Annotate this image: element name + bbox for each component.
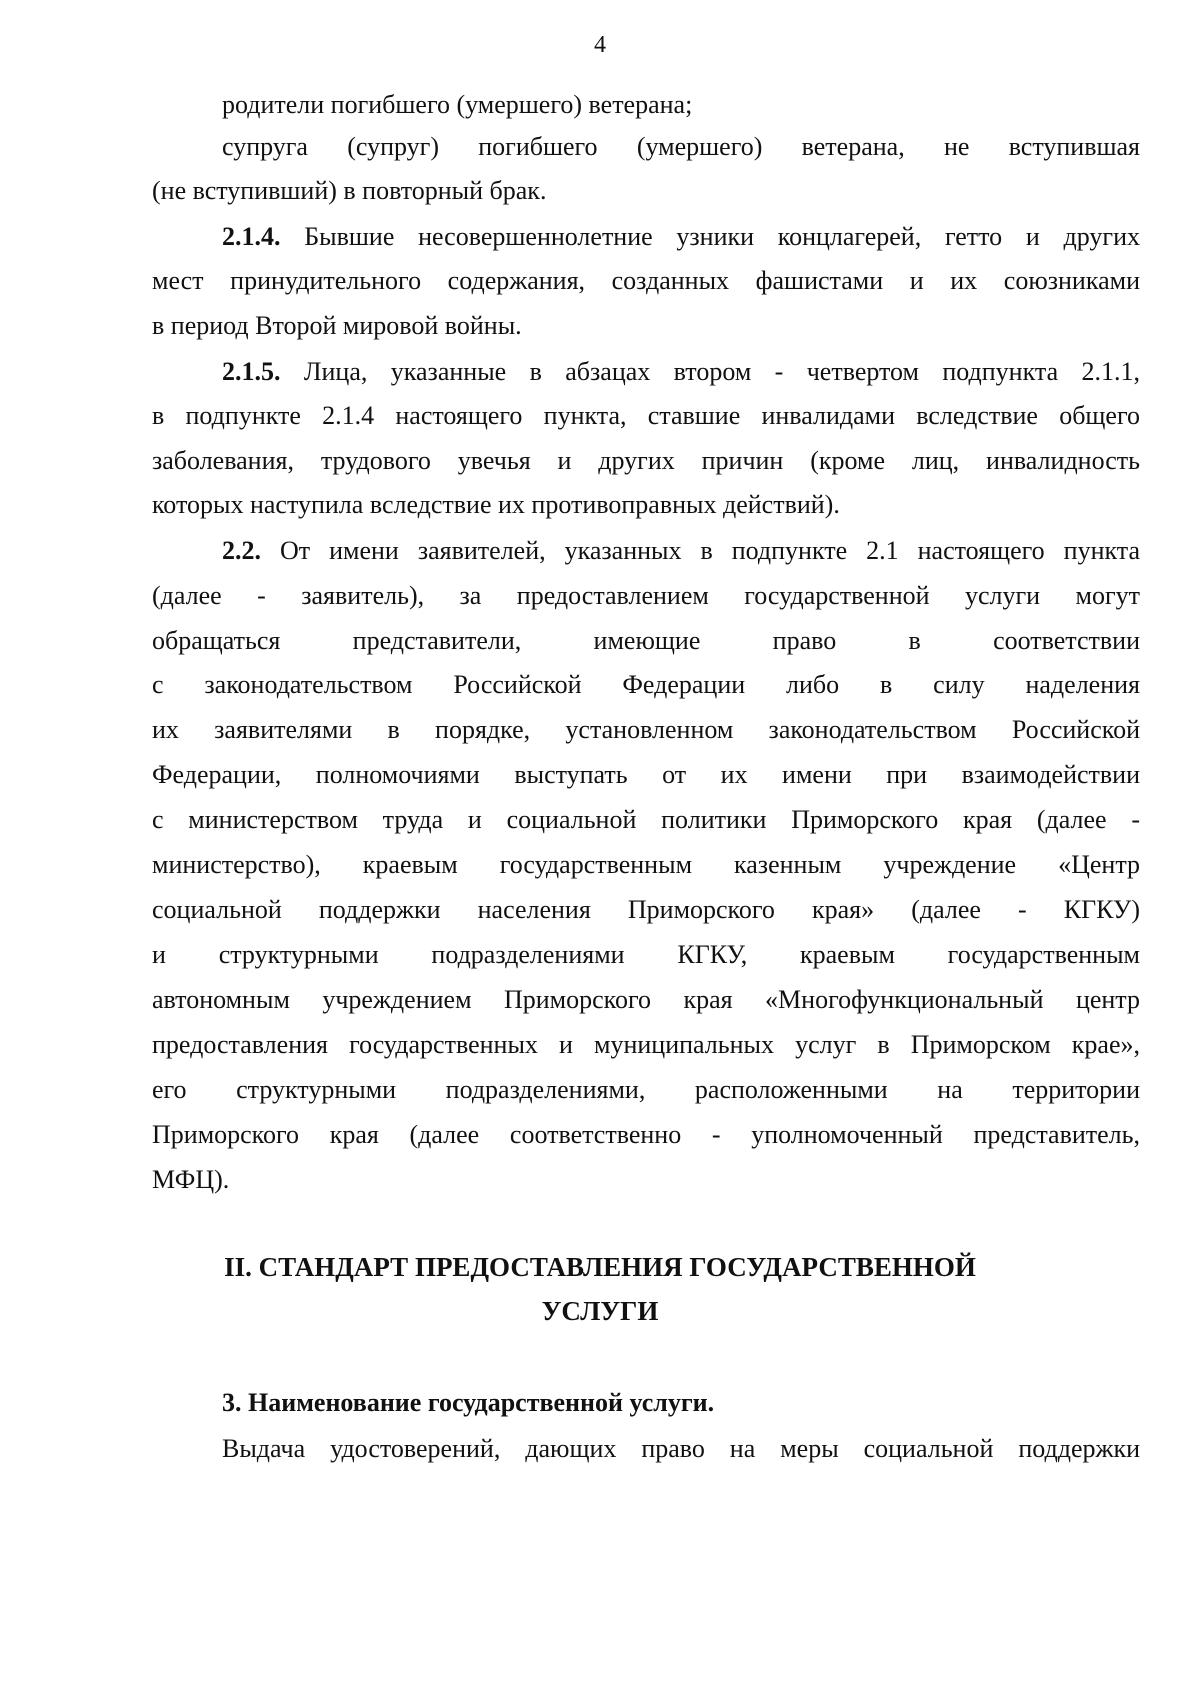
- text-line-5: мест принудительного содержания, созданных фашистами и их союзниками: [152, 266, 1140, 295]
- text-line-15: их заявителями в порядке, установленном законодательством Российской: [152, 715, 1140, 744]
- text-line-16: Федерации, полномочиями выступать от их имени при взаимодействии: [152, 760, 1140, 789]
- text-line-last: Выдача удостоверений, дающих право на меры социальной поддержки: [222, 1434, 1140, 1463]
- text-line-24: Приморского края (далее соответственно - уполномоченный представитель,: [152, 1120, 1140, 1149]
- text-line-18: министерство), краевым государственным казенным учреждение «Центр: [152, 850, 1140, 879]
- text-line-11: 2.2. От имени заявителей, указанных в подпункте 2.1 настоящего пункта: [222, 536, 1140, 565]
- text-line-19: социальной поддержки населения Приморского края» (далее - КГКУ): [152, 895, 1140, 924]
- text-line-22: предоставления государственных и муниципальных услуг в Приморском крае»,: [152, 1030, 1140, 1059]
- text-line-7: 2.1.5. Лица, указанные в абзацах втором - четвертом подпункта 2.1.1,: [222, 357, 1140, 386]
- text-line-20: и структурными подразделениями КГКУ, краевым государственным: [152, 940, 1140, 969]
- text-line-8: в подпункте 2.1.4 настоящего пункта, ставшие инвалидами вследствие общего: [152, 401, 1140, 430]
- text-line-10: которых наступила вследствие их противоправных действий).: [152, 490, 840, 519]
- text-line-23: его структурными подразделениями, расположенными на территории: [152, 1075, 1140, 1104]
- section-heading-line-2: УСЛУГИ: [541, 1296, 659, 1326]
- text-line-21: автономным учреждением Приморского края «Многофункциональный центр: [152, 985, 1140, 1014]
- text-line-12: (далее - заявитель), за предоставлением государственной услуги могут: [152, 581, 1140, 610]
- page-number: 4: [594, 32, 606, 58]
- text-line-2: супруга (супруг) погибшего (умершего) ветерана, не вступившая: [222, 132, 1140, 161]
- section-heading-line-1: II. СТАНДАРТ ПРЕДОСТАВЛЕНИЯ ГОСУДАРСТВЕННОЙ: [224, 1252, 976, 1282]
- text-line-17: с министерством труда и социальной политики Приморского края (далее -: [152, 805, 1140, 834]
- text-line-4: 2.1.4. Бывшие несовершеннолетние узники концлагерей, гетто и других: [222, 222, 1140, 251]
- text-line-14: с законодательством Российской Федерации либо в силу наделения: [152, 670, 1140, 699]
- text-line-13: обращаться представители, имеющие право в соответствии: [152, 626, 1140, 655]
- text-line-9: заболевания, трудового увечья и других причин (кроме лиц, инвалидность: [152, 446, 1140, 475]
- text-line-25: МФЦ).: [152, 1165, 230, 1194]
- text-line-1: родители погибшего (умершего) ветерана;: [222, 90, 693, 119]
- subsection-heading: 3. Наименование государственной услуги.: [222, 1388, 715, 1417]
- text-line-6: в период Второй мировой войны.: [152, 311, 522, 340]
- text-line-3: (не вступивший) в повторный брак.: [152, 176, 547, 205]
